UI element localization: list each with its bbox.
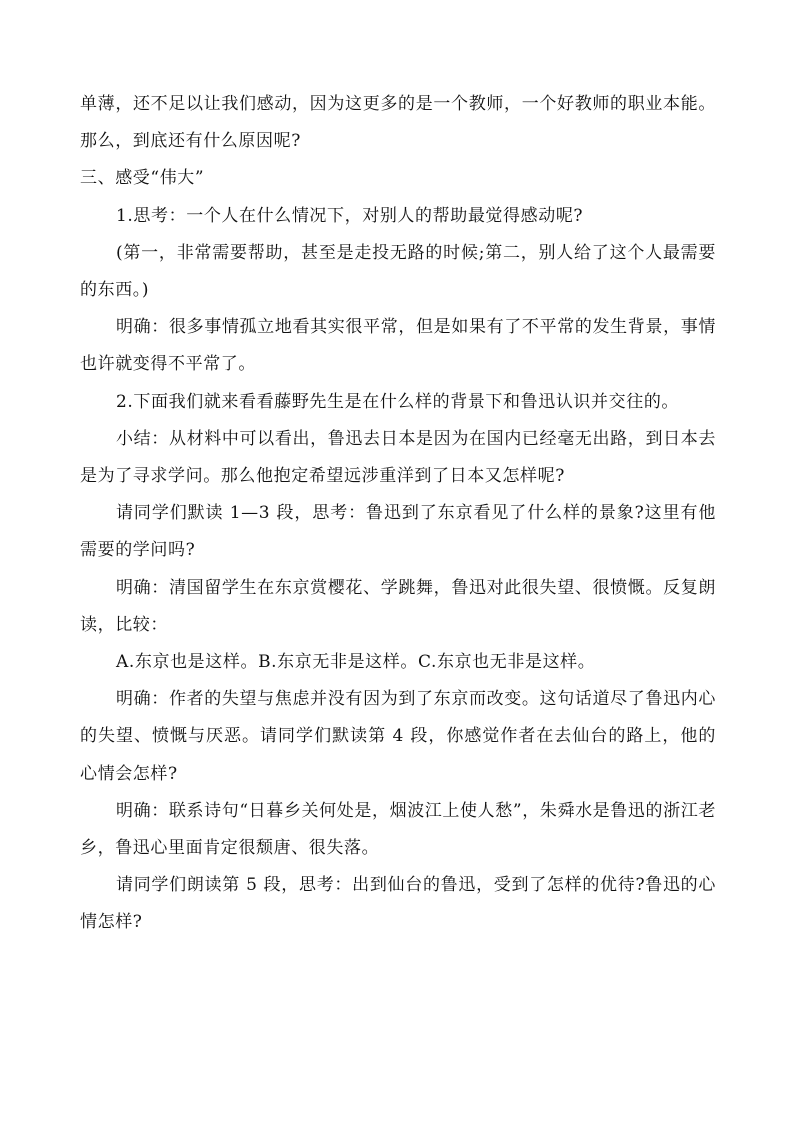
paragraph-10: A.东京也是这样。B.东京无非是这样。C.东京也无非是这样。 [116,652,596,673]
paragraph-5: 明确：很多事情孤立地看其实很平常，但是如果有了不平常的发生背景，事情也许就变得不平常了。 [80,317,716,375]
paragraph-8: 请同学们默读 1—3 段，思考：鲁迅到了东京看见了什么样的景象?这里有他需要的学问吗? [80,503,716,561]
paragraph-1: 单薄，还不足以让我们感动，因为这更多的是一个教师，一个好教师的职业本能。那么，到底还有什么原因呢? [80,94,716,152]
paragraph-3: 1.思考：一个人在什么情况下，对别人的帮助最觉得感动呢? [116,205,584,226]
paragraph-9: 明确：清国留学生在东京赏樱花、学跳舞，鲁迅对此很失望、很愤慨。反复朗读，比较： [80,577,716,635]
paragraph-11: 明确：作者的失望与焦虑并没有因为到了东京而改变。这句话道尽了鲁迅内心的失望、愤慨与厌恶。请同学们默读第 4 段，你感觉作者在去仙台的路上，他的心情会怎样? [80,689,716,784]
section-heading: 三、感受“伟大” [80,168,205,189]
paragraph-6: 2.下面我们就来看看藤野先生是在什么样的背景下和鲁迅认识并交往的。 [116,391,680,412]
paragraph-4: (第一，非常需要帮助，甚至是走投无路的时候;第二，别人给了这个人最需要的东西。) [80,242,716,301]
paragraph-13: 请同学们朗读第 5 段，思考：出到仙台的鲁迅，受到了怎样的优待?鲁迅的心情怎样? [80,875,716,933]
paragraph-7: 小结：从材料中可以看出，鲁迅去日本是因为在国内已经毫无出路，到日本去是为了寻求学问。那么他抱定希望远涉重洋到了日本又怎样呢? [80,428,716,487]
document-body [80,86,716,942]
paragraph-12: 明确：联系诗句“日暮乡关何处是，烟波江上使人愁”，朱舜水是鲁迅的浙江老乡，鲁迅心里面肯定很颓唐、很失落。 [80,800,716,859]
